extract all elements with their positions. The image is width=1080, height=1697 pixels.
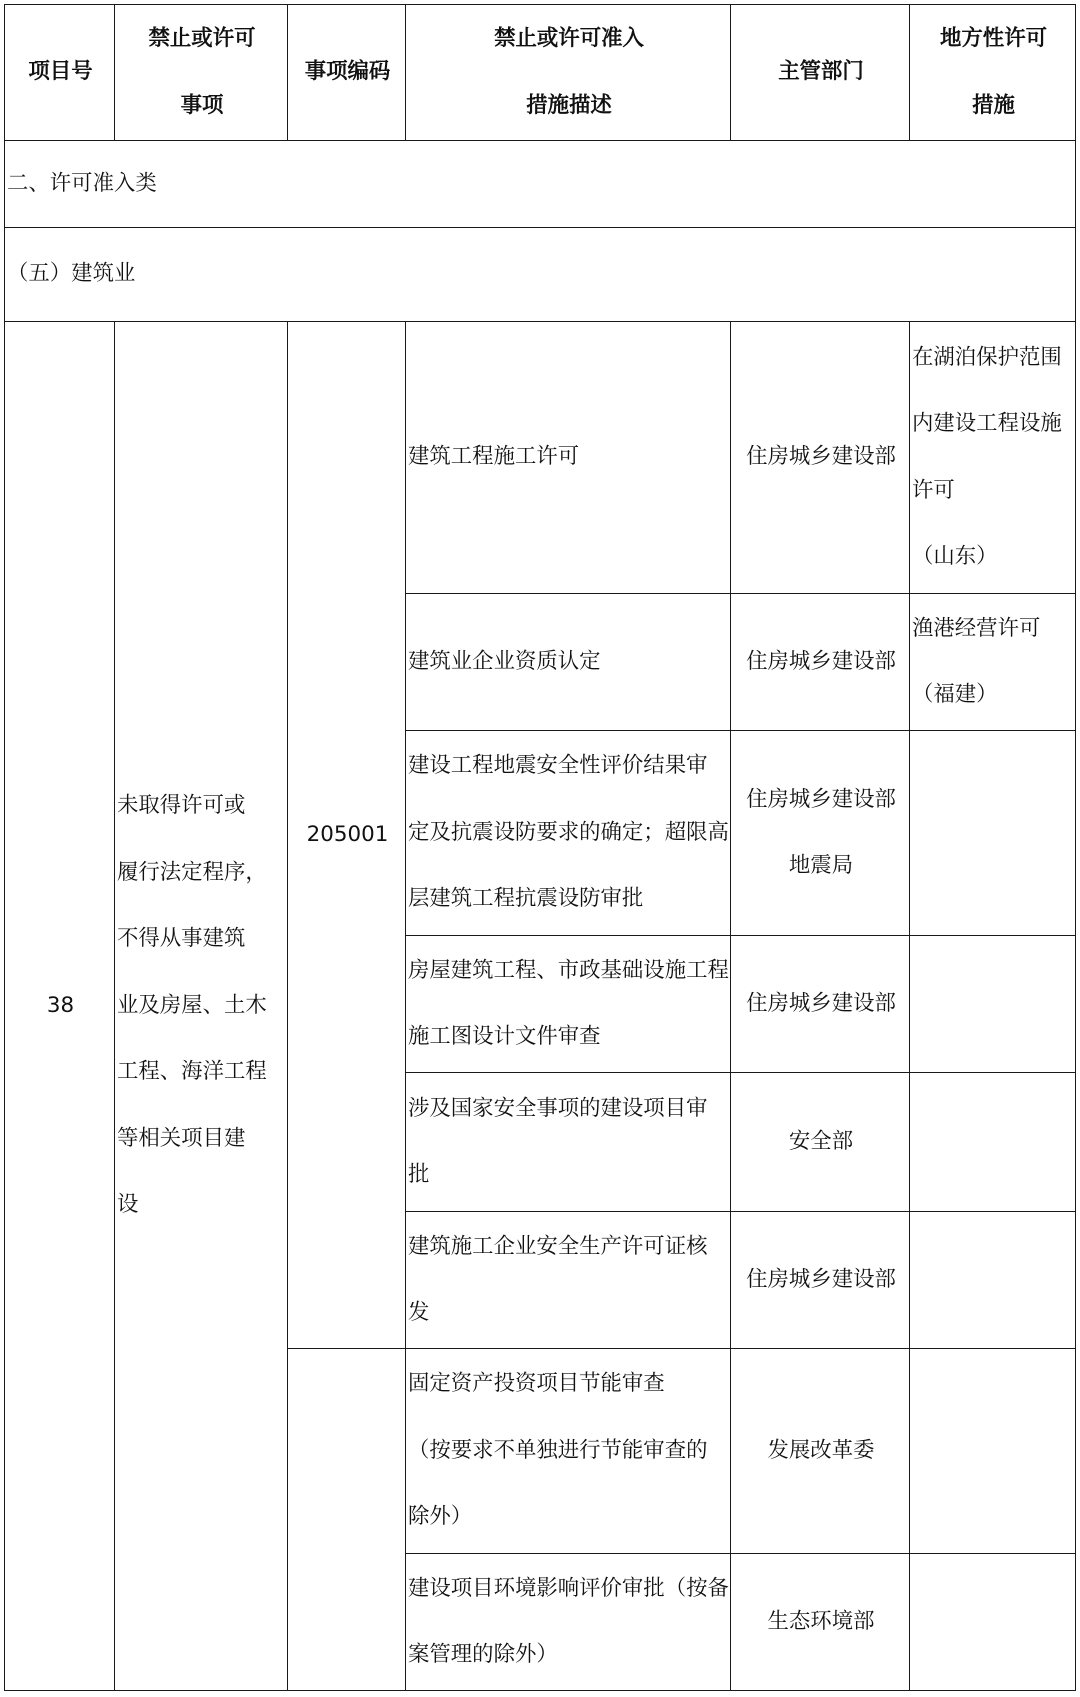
item-line: 设 [117, 1192, 139, 1218]
measure-line: 批 [408, 1162, 430, 1187]
measure-line: 定及抗震设防要求的确定；超限高 [408, 819, 729, 845]
local-measure-cell [910, 936, 1076, 1073]
header-line: 禁止或许可准入 [494, 26, 644, 51]
item-line: 业及房屋、土木 [117, 992, 267, 1018]
measure-cell [406, 322, 731, 594]
measure-cell [406, 731, 731, 936]
item-line: 未取得许可或 [117, 793, 246, 819]
department-line: 住房城乡建设部 [746, 648, 896, 674]
permit-table [4, 4, 1076, 1691]
item-number-cell: 38 [5, 322, 115, 1691]
measure-line: 发 [408, 1300, 430, 1325]
header-line: 禁止或许可 [148, 26, 256, 51]
measure-line: 建筑业企业资质认定 [408, 648, 601, 674]
department-line: 生态环境部 [767, 1608, 875, 1634]
measure-line: （按要求不单独进行节能审查的 [408, 1437, 708, 1463]
department-cell [731, 322, 910, 594]
local-measure-line: 内建设工程设施 [912, 411, 1062, 436]
measure-line: 建筑工程施工许可 [408, 444, 580, 470]
column-header-item-number [5, 5, 115, 141]
department-cell [731, 731, 910, 936]
measure-line: 施工图设计文件审查 [408, 1024, 601, 1049]
local-measure-line: （山东） [912, 544, 998, 569]
department-cell [731, 1073, 910, 1212]
local-measure-line: （福建） [912, 682, 998, 707]
column-header-local-measure [910, 5, 1076, 141]
column-header-department [731, 5, 910, 141]
department-cell [731, 1349, 910, 1554]
item-line: 履行法定程序， [117, 859, 267, 885]
local-measure-cell [910, 1212, 1076, 1349]
header-line: 地方性许可 [940, 26, 1047, 51]
subsection-title: （五）建筑业 [5, 228, 1076, 322]
header-row [5, 5, 1076, 141]
section-title: 二、许可准入类 [5, 141, 1076, 228]
item-code-cell-empty [288, 1349, 406, 1691]
local-measure-cell [910, 1349, 1076, 1554]
department-line: 安全部 [788, 1128, 854, 1154]
local-measure-cell [910, 322, 1076, 594]
local-measure-cell [910, 1554, 1076, 1691]
department-line: 住房城乡建设部 [746, 786, 896, 812]
measure-cell [406, 1554, 731, 1691]
department-line: 住房城乡建设部 [746, 444, 896, 470]
measure-cell [406, 594, 731, 731]
measure-cell [406, 936, 731, 1073]
measure-line: 建设项目环境影响评价审批（按备 [408, 1575, 729, 1601]
header-line: 事项 [180, 92, 224, 118]
local-measure-cell [910, 731, 1076, 936]
column-header-item-code [288, 5, 406, 141]
local-measure-cell [910, 594, 1076, 731]
department-line: 住房城乡建设部 [746, 990, 896, 1016]
department-cell [731, 594, 910, 731]
item-line: 工程、海洋工程 [117, 1059, 267, 1085]
column-header-item [115, 5, 288, 141]
local-measure-line: 在湖泊保护范围 [912, 344, 1062, 370]
header-line: 项目号 [28, 59, 93, 85]
local-measure-line: 渔港经营许可 [912, 615, 1041, 641]
header-line: 事项编码 [304, 59, 391, 85]
department-line: 地震局 [788, 853, 854, 878]
measure-line: 除外） [408, 1504, 473, 1530]
header-line: 主管部门 [778, 59, 864, 85]
measure-line: 建设工程地震安全性评价结果审 [408, 753, 708, 779]
department-cell [731, 1212, 910, 1349]
item-code-cell: 205001 [288, 322, 406, 1349]
section-row [5, 141, 1076, 228]
department-line: 发展改革委 [767, 1437, 875, 1463]
header-line: 措施描述 [526, 92, 612, 118]
department-cell [731, 936, 910, 1073]
local-measure-line: 许可 [912, 477, 955, 503]
measure-line: 固定资产投资项目节能审查 [408, 1371, 665, 1397]
measure-cell [406, 1349, 731, 1554]
local-measure-cell [910, 1073, 1076, 1212]
measure-cell [406, 1212, 731, 1349]
header-line: 措施 [972, 92, 1015, 118]
measure-line: 房屋建筑工程、市政基础设施工程 [408, 957, 729, 983]
subsection-row [5, 228, 1076, 322]
column-header-measure [406, 5, 731, 141]
department-line: 住房城乡建设部 [746, 1266, 896, 1292]
table-row [5, 322, 1076, 594]
item-line: 等相关项目建 [117, 1125, 246, 1151]
measure-line: 建筑施工企业安全生产许可证核 [408, 1233, 708, 1259]
measure-line: 案管理的除外） [408, 1642, 558, 1667]
measure-line: 层建筑工程抗震设防审批 [408, 886, 644, 912]
department-cell [731, 1554, 910, 1691]
measure-cell [406, 1073, 731, 1212]
item-line: 不得从事建筑 [117, 926, 246, 952]
measure-line: 涉及国家安全事项的建设项目审 [408, 1095, 708, 1121]
item-cell [115, 322, 288, 1691]
